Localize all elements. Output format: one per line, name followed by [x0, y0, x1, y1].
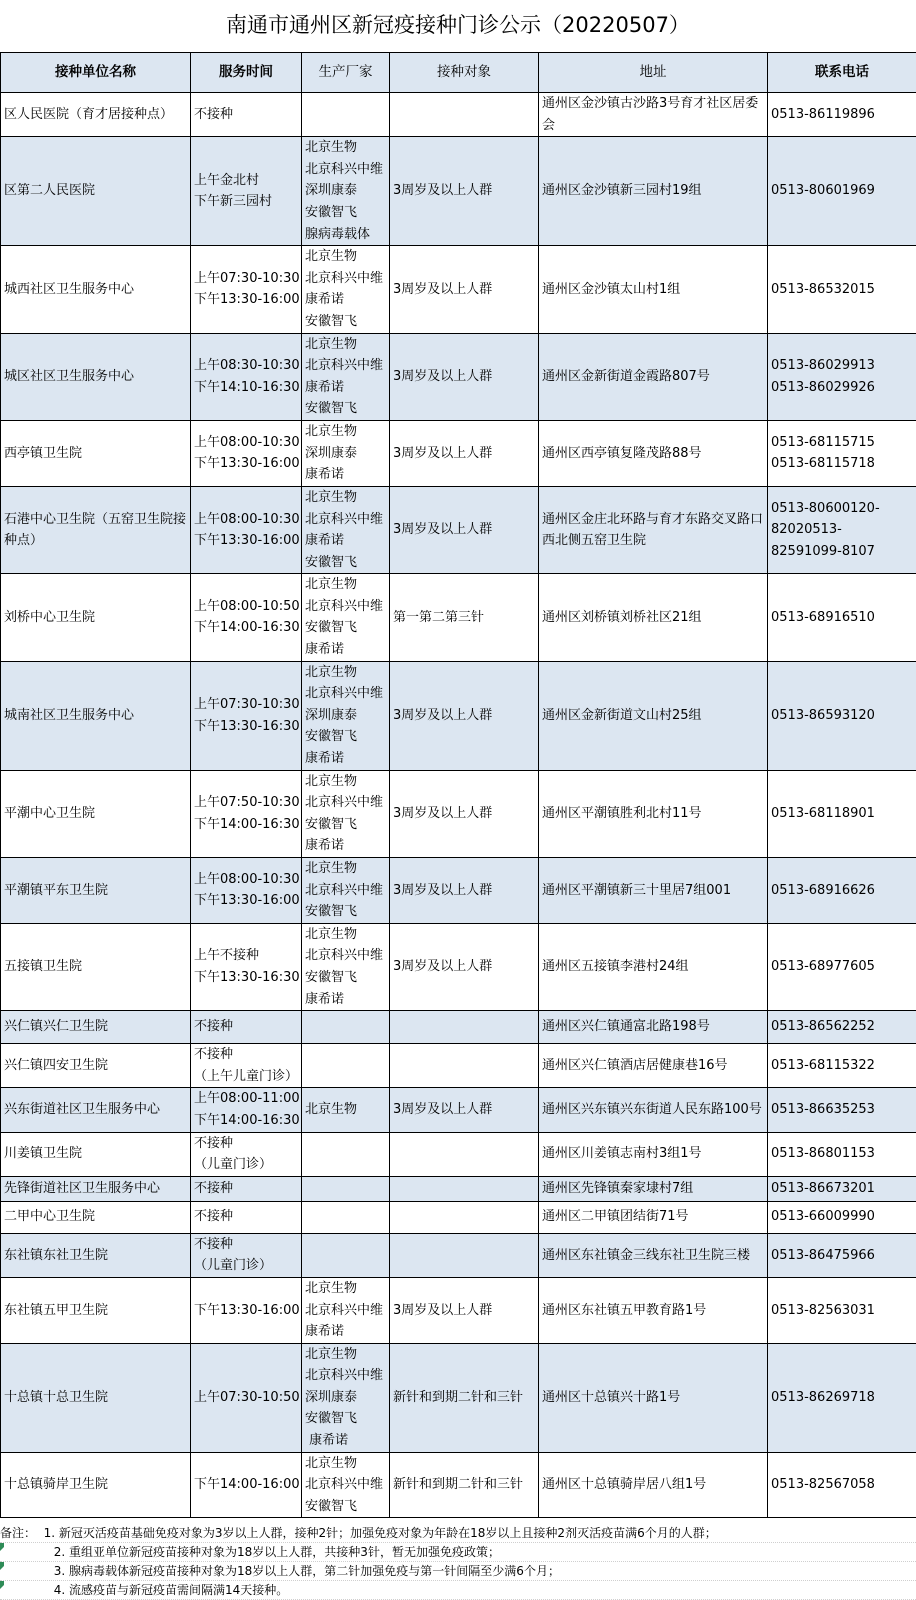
cell-unit-name: 城南社区卫生服务中心	[1, 661, 191, 770]
cell-manufacturer-line: 北京生物	[305, 1099, 389, 1121]
col-header-target: 接种对象	[390, 53, 539, 93]
cell-manufacturer-line: 北京科兴中维	[305, 1474, 389, 1496]
cell-phone	[768, 1233, 916, 1277]
cell-unit-name: 城区社区卫生服务中心	[1, 333, 191, 420]
cell-phone-line: 0513-68115322	[771, 1055, 916, 1077]
cell-target-group	[390, 1132, 539, 1176]
cell-manufacturer	[302, 486, 390, 573]
table-row	[1, 661, 916, 770]
cell-manufacturer-line: 康希诺	[305, 835, 389, 857]
cell-phone-line: 0513-68115718	[771, 453, 916, 475]
table-row	[1, 333, 916, 420]
cell-service-time	[191, 93, 302, 137]
cell-marker-icon	[0, 1543, 8, 1551]
cell-address: 通州区平潮镇新三十里居7组001	[539, 858, 768, 924]
cell-phone-line: 0513-86475966	[771, 1245, 916, 1267]
cell-phone-line: 0513-86673201	[771, 1178, 916, 1200]
table-row	[1, 1233, 916, 1277]
cell-phone-line: 82591099-8107	[771, 541, 916, 563]
cell-phone-line: 0513-80601969	[771, 180, 916, 202]
cell-manufacturer	[302, 1277, 390, 1343]
cell-unit-name: 兴仁镇四安卫生院	[1, 1044, 191, 1088]
cell-manufacturer-line: 北京科兴中维	[305, 683, 389, 705]
cell-manufacturer-line: 安徽智飞	[305, 1496, 389, 1518]
cell-unit-name: 十总镇骑岸卫生院	[1, 1452, 191, 1518]
cell-manufacturer-line: 深圳康泰	[305, 705, 389, 727]
cell-manufacturer-line: 北京科兴中维	[305, 355, 389, 377]
cell-phone	[768, 1044, 916, 1088]
cell-phone-line: 0513-82563031	[771, 1300, 916, 1322]
cell-phone-line: 0513-68115715	[771, 432, 916, 454]
cell-phone-line: 0513-86593120	[771, 705, 916, 727]
note-line	[0, 1524, 916, 1543]
cell-manufacturer-line: 北京生物	[305, 334, 389, 356]
cell-phone	[768, 923, 916, 1010]
cell-manufacturer	[302, 661, 390, 770]
cell-unit-name: 区人民医院（育才居接种点）	[1, 93, 191, 137]
cell-manufacturer	[302, 420, 390, 486]
cell-manufacturer	[302, 1452, 390, 1518]
cell-phone	[768, 93, 916, 137]
cell-service-time	[191, 923, 302, 1010]
cell-manufacturer-line: 北京生物	[305, 1453, 389, 1475]
note-text: 2. 重组亚单位新冠疫苗接种对象为18岁以上人群，共接种3针，暂无加强免疫政策；	[8, 1545, 500, 1559]
cell-phone-line: 0513-66009990	[771, 1206, 916, 1228]
cell-service-time	[191, 1233, 302, 1277]
cell-target-group: 3周岁及以上人群	[390, 333, 539, 420]
cell-address: 通州区五接镇李港村24组	[539, 923, 768, 1010]
cell-phone	[768, 1452, 916, 1518]
table-row	[1, 420, 916, 486]
cell-service-time-line: 下午13:30-16:30	[194, 967, 301, 989]
cell-phone-line: 0513-86635253	[771, 1099, 916, 1121]
cell-unit-name: 石港中心卫生院（五窑卫生院接种点）	[1, 486, 191, 573]
cell-service-time-line: 上午08:00-10:30	[194, 432, 301, 454]
cell-manufacturer-line: 北京科兴中维	[305, 268, 389, 290]
cell-phone-line: 0513-86801153	[771, 1143, 916, 1165]
cell-service-time	[191, 1132, 302, 1176]
cell-target-group: 3周岁及以上人群	[390, 923, 539, 1010]
cell-manufacturer-line: 北京科兴中维	[305, 880, 389, 902]
cell-target-group: 3周岁及以上人群	[390, 661, 539, 770]
col-header-address: 地址	[539, 53, 768, 93]
cell-manufacturer-line: 北京科兴中维	[305, 792, 389, 814]
cell-address: 通州区金新街道文山村25组	[539, 661, 768, 770]
cell-marker-icon	[0, 1562, 8, 1570]
cell-manufacturer	[302, 858, 390, 924]
cell-address: 通州区刘桥镇刘桥社区21组	[539, 574, 768, 661]
cell-target-group: 新针和到期二针和三针	[390, 1452, 539, 1518]
cell-unit-name: 刘桥中心卫生院	[1, 574, 191, 661]
cell-phone	[768, 1011, 916, 1044]
cell-manufacturer-line: 安徽智飞	[305, 901, 389, 923]
cell-target-group: 3周岁及以上人群	[390, 858, 539, 924]
cell-manufacturer	[302, 1044, 390, 1088]
cell-phone-line: 0513-86029913	[771, 355, 916, 377]
table-row	[1, 246, 916, 333]
cell-address: 通州区川姜镇志南村3组1号	[539, 1132, 768, 1176]
cell-service-time-line: 上午不接种	[194, 945, 301, 967]
cell-manufacturer-line: 北京生物	[305, 137, 389, 159]
cell-service-time-line: 下午14:00-16:00	[194, 1474, 301, 1496]
cell-target-group	[390, 1044, 539, 1088]
cell-manufacturer-line: 北京生物	[305, 421, 389, 443]
cell-manufacturer-line: 康希诺	[305, 464, 389, 486]
cell-unit-name: 十总镇十总卫生院	[1, 1343, 191, 1452]
cell-manufacturer-line: 北京生物	[305, 574, 389, 596]
cell-manufacturer-line: 安徽智飞	[305, 398, 389, 420]
cell-manufacturer	[302, 93, 390, 137]
cell-address: 通州区金庄北环路与育才东路交叉路口西北侧五窑卫生院	[539, 486, 768, 573]
cell-manufacturer-line: 康希诺	[305, 530, 389, 552]
cell-manufacturer-line: 安徽智飞	[305, 814, 389, 836]
cell-manufacturer	[302, 137, 390, 246]
cell-service-time-line: 不接种	[194, 1234, 301, 1256]
cell-phone	[768, 246, 916, 333]
cell-marker-icon	[0, 1581, 8, 1589]
cell-manufacturer-line: 康希诺	[305, 377, 389, 399]
cell-phone-line: 0513-68977605	[771, 956, 916, 978]
cell-target-group	[390, 1201, 539, 1233]
cell-manufacturer-line: 北京科兴中维	[305, 1300, 389, 1322]
col-header-time: 服务时间	[191, 53, 302, 93]
cell-phone	[768, 1343, 916, 1452]
cell-target-group: 3周岁及以上人群	[390, 770, 539, 857]
table-row	[1, 93, 916, 137]
cell-phone	[768, 858, 916, 924]
cell-service-time-line: 上午07:50-10:30	[194, 792, 301, 814]
cell-manufacturer-line: 北京科兴中维	[305, 945, 389, 967]
cell-service-time-line: 上午07:30-10:30	[194, 268, 301, 290]
cell-address: 通州区先锋镇秦家埭村7组	[539, 1176, 768, 1201]
cell-manufacturer-line: 北京生物	[305, 924, 389, 946]
table-row	[1, 574, 916, 661]
cell-address: 通州区东社镇金三线东社卫生院三楼	[539, 1233, 768, 1277]
cell-service-time	[191, 574, 302, 661]
cell-unit-name: 先锋街道社区卫生服务中心	[1, 1176, 191, 1201]
cell-address: 通州区兴仁镇通富北路198号	[539, 1011, 768, 1044]
note-text: 4. 流感疫苗与新冠疫苗需间隔满14天接种。	[8, 1583, 288, 1597]
cell-manufacturer	[302, 1088, 390, 1132]
cell-address: 通州区金沙镇太山村1组	[539, 246, 768, 333]
cell-service-time-line: 上午07:30-10:30	[194, 694, 301, 716]
page-title: 南通市通州区新冠疫接种门诊公示（20220507）	[0, 0, 916, 50]
cell-manufacturer-line: 北京生物	[305, 662, 389, 684]
cell-manufacturer-line: 康希诺	[305, 748, 389, 770]
cell-manufacturer-line: 康希诺	[305, 989, 389, 1011]
cell-service-time	[191, 858, 302, 924]
cell-manufacturer	[302, 1343, 390, 1452]
cell-service-time	[191, 486, 302, 573]
cell-manufacturer-line: 深圳康泰	[305, 443, 389, 465]
table-row	[1, 923, 916, 1010]
table-row	[1, 858, 916, 924]
cell-service-time-line: 下午13:30-16:00	[194, 289, 301, 311]
note-text: 备注： 1. 新冠灭活疫苗基础免疫对象为3岁以上人群，接种2针；加强免疫对象为年龄在18岁以上且接种2剂灭活疫苗满6个月的人群；	[0, 1526, 717, 1540]
cell-service-time	[191, 1343, 302, 1452]
cell-service-time	[191, 137, 302, 246]
cell-manufacturer	[302, 1132, 390, 1176]
cell-target-group	[390, 1233, 539, 1277]
cell-service-time	[191, 333, 302, 420]
cell-manufacturer-line: 康希诺	[305, 1321, 389, 1343]
cell-phone	[768, 1088, 916, 1132]
cell-phone	[768, 333, 916, 420]
cell-address: 通州区二甲镇团结街71号	[539, 1201, 768, 1233]
note-text: 3. 腺病毒载体新冠疫苗接种对象为18岁以上人群，第二针加强免疫与第一针间隔至少满6个月；	[8, 1564, 560, 1578]
cell-service-time	[191, 420, 302, 486]
cell-manufacturer-line: 安徽智飞	[305, 311, 389, 333]
cell-manufacturer	[302, 1176, 390, 1201]
cell-service-time-line: （上午儿童门诊）	[194, 1066, 301, 1088]
cell-phone-line: 0513-68916510	[771, 607, 916, 629]
cell-service-time-line: 下午14:10-16:30	[194, 377, 301, 399]
cell-manufacturer	[302, 1201, 390, 1233]
cell-service-time-line: 下午13:30-16:30	[194, 716, 301, 738]
cell-service-time-line: 下午13:30-16:00	[194, 890, 301, 912]
cell-unit-name: 平潮镇平东卫生院	[1, 858, 191, 924]
table-row	[1, 1011, 916, 1044]
cell-address: 通州区金新街道金霞路807号	[539, 333, 768, 420]
cell-service-time-line: 不接种	[194, 1133, 301, 1155]
cell-manufacturer-line: 北京生物	[305, 1344, 389, 1366]
cell-service-time-line: 下午14:00-16:30	[194, 617, 301, 639]
cell-address: 通州区金沙镇新三园村19组	[539, 137, 768, 246]
cell-phone	[768, 1176, 916, 1201]
cell-service-time	[191, 1277, 302, 1343]
cell-unit-name: 兴仁镇兴仁卫生院	[1, 1011, 191, 1044]
cell-target-group: 3周岁及以上人群	[390, 420, 539, 486]
cell-target-group: 3周岁及以上人群	[390, 246, 539, 333]
cell-service-time	[191, 246, 302, 333]
cell-manufacturer-line: 北京生物	[305, 1278, 389, 1300]
cell-service-time	[191, 1201, 302, 1233]
cell-manufacturer-line: 安徽智飞	[305, 967, 389, 989]
cell-manufacturer-line: 深圳康泰	[305, 180, 389, 202]
cell-service-time-line: 上午08:00-10:50	[194, 596, 301, 618]
cell-phone	[768, 661, 916, 770]
cell-manufacturer	[302, 246, 390, 333]
cell-service-time-line: 下午13:30-16:00	[194, 453, 301, 475]
col-header-name: 接种单位名称	[1, 53, 191, 93]
cell-service-time-line: 下午14:00-16:30	[194, 1110, 301, 1132]
cell-address: 通州区金沙镇古沙路3号育才社区居委会	[539, 93, 768, 137]
cell-manufacturer-line: 北京生物	[305, 246, 389, 268]
table-row	[1, 1176, 916, 1201]
cell-manufacturer	[302, 923, 390, 1010]
cell-service-time-line: （儿童门诊）	[194, 1154, 301, 1176]
cell-manufacturer-line: 北京生物	[305, 858, 389, 880]
cell-service-time-line: 不接种	[194, 1016, 301, 1038]
cell-service-time-line: （儿童门诊）	[194, 1255, 301, 1277]
col-header-maker: 生产厂家	[302, 53, 390, 93]
cell-service-time-line: 下午13:30-16:00	[194, 530, 301, 552]
cell-unit-name: 川姜镇卫生院	[1, 1132, 191, 1176]
cell-phone-line: 0513-82567058	[771, 1474, 916, 1496]
cell-phone	[768, 420, 916, 486]
table-row	[1, 1088, 916, 1132]
cell-service-time	[191, 1011, 302, 1044]
table-row	[1, 1277, 916, 1343]
cell-service-time-line: 上午07:30-10:50	[194, 1387, 301, 1409]
table-row	[1, 1343, 916, 1452]
cell-service-time-line: 上午金北村	[194, 170, 301, 192]
cell-target-group: 新针和到期二针和三针	[390, 1343, 539, 1452]
cell-phone-line: 0513-86532015	[771, 279, 916, 301]
cell-unit-name: 五接镇卫生院	[1, 923, 191, 1010]
cell-unit-name: 平潮中心卫生院	[1, 770, 191, 857]
cell-phone-line: 0513-86029926	[771, 377, 916, 399]
cell-phone-line: 0513-80600120-	[771, 498, 916, 520]
cell-manufacturer-line: 康希诺	[305, 289, 389, 311]
cell-phone-line: 0513-86562252	[771, 1016, 916, 1038]
col-header-phone: 联系电话	[768, 53, 916, 93]
cell-manufacturer-line: 安徽智飞	[305, 552, 389, 574]
cell-target-group: 3周岁及以上人群	[390, 1088, 539, 1132]
cell-manufacturer-line: 北京生物	[305, 487, 389, 509]
cell-phone	[768, 486, 916, 573]
cell-unit-name: 城西社区卫生服务中心	[1, 246, 191, 333]
cell-address: 通州区东社镇五甲教育路1号	[539, 1277, 768, 1343]
cell-manufacturer-line: 北京科兴中维	[305, 1365, 389, 1387]
cell-phone-line: 0513-86269718	[771, 1387, 916, 1409]
cell-service-time	[191, 1088, 302, 1132]
cell-phone-line: 82020513-	[771, 519, 916, 541]
cell-address: 通州区西亭镇复隆茂路88号	[539, 420, 768, 486]
cell-manufacturer-line: 康希诺	[305, 639, 389, 661]
clinic-table	[0, 52, 916, 1518]
cell-address: 通州区平潮镇胜利北村11号	[539, 770, 768, 857]
cell-manufacturer-line: 北京科兴中维	[305, 596, 389, 618]
cell-target-group: 3周岁及以上人群	[390, 1277, 539, 1343]
cell-service-time-line: 上午08:00-11:00	[194, 1088, 301, 1110]
cell-unit-name: 二甲中心卫生院	[1, 1201, 191, 1233]
cell-unit-name: 东社镇东社卫生院	[1, 1233, 191, 1277]
cell-address: 通州区兴东镇兴东街道人民东路100号	[539, 1088, 768, 1132]
cell-manufacturer-line: 安徽智飞	[305, 202, 389, 224]
cell-phone	[768, 1132, 916, 1176]
table-row	[1, 1044, 916, 1088]
cell-manufacturer	[302, 574, 390, 661]
cell-phone	[768, 770, 916, 857]
cell-service-time-line: 不接种	[194, 1206, 301, 1228]
cell-manufacturer	[302, 770, 390, 857]
cell-phone	[768, 1277, 916, 1343]
cell-service-time	[191, 1176, 302, 1201]
cell-service-time-line: 上午08:30-10:30	[194, 355, 301, 377]
cell-manufacturer-line: 北京科兴中维	[305, 159, 389, 181]
cell-phone-line: 0513-68118901	[771, 803, 916, 825]
cell-service-time-line: 不接种	[194, 104, 301, 126]
table-row	[1, 1132, 916, 1176]
cell-target-group: 3周岁及以上人群	[390, 137, 539, 246]
cell-phone	[768, 1201, 916, 1233]
cell-service-time	[191, 770, 302, 857]
cell-target-group: 第一第二第三针	[390, 574, 539, 661]
cell-target-group	[390, 93, 539, 137]
table-row	[1, 1452, 916, 1518]
cell-manufacturer-line: 腺病毒载体	[305, 224, 389, 246]
cell-manufacturer-line: 北京科兴中维	[305, 509, 389, 531]
cell-address: 通州区兴仁镇酒店居健康巷16号	[539, 1044, 768, 1088]
cell-service-time	[191, 1452, 302, 1518]
cell-service-time-line: 下午新三园村	[194, 191, 301, 213]
cell-service-time-line: 下午14:00-16:30	[194, 814, 301, 836]
cell-unit-name: 东社镇五甲卫生院	[1, 1277, 191, 1343]
cell-service-time-line: 上午08:00-10:30	[194, 509, 301, 531]
table-row	[1, 1201, 916, 1233]
cell-service-time-line: 下午13:30-16:00	[194, 1300, 301, 1322]
note-line	[0, 1562, 916, 1581]
table-row	[1, 486, 916, 573]
cell-unit-name: 区第二人民医院	[1, 137, 191, 246]
cell-manufacturer	[302, 1011, 390, 1044]
cell-phone	[768, 137, 916, 246]
cell-target-group	[390, 1176, 539, 1201]
cell-service-time-line: 不接种	[194, 1044, 301, 1066]
cell-manufacturer-line: 安徽智飞	[305, 726, 389, 748]
cell-manufacturer-line: 康希诺	[305, 1430, 389, 1452]
cell-manufacturer-line: 深圳康泰	[305, 1387, 389, 1409]
cell-unit-name: 西亭镇卫生院	[1, 420, 191, 486]
note-line	[0, 1543, 916, 1562]
note-line	[0, 1581, 916, 1600]
table-body	[1, 93, 916, 1518]
cell-service-time	[191, 1044, 302, 1088]
cell-service-time	[191, 661, 302, 770]
cell-target-group: 3周岁及以上人群	[390, 486, 539, 573]
notes-section	[0, 1524, 916, 1600]
cell-phone-line: 0513-86119896	[771, 104, 916, 126]
header-row	[1, 53, 916, 93]
cell-phone	[768, 574, 916, 661]
cell-manufacturer	[302, 1233, 390, 1277]
cell-address: 通州区十总镇兴十路1号	[539, 1343, 768, 1452]
cell-manufacturer-line: 安徽智飞	[305, 1408, 389, 1430]
cell-manufacturer	[302, 333, 390, 420]
table-row	[1, 770, 916, 857]
cell-service-time-line: 上午08:00-10:30	[194, 869, 301, 891]
cell-unit-name: 兴东街道社区卫生服务中心	[1, 1088, 191, 1132]
cell-phone-line: 0513-68916626	[771, 880, 916, 902]
cell-manufacturer-line: 北京生物	[305, 771, 389, 793]
cell-target-group	[390, 1011, 539, 1044]
table-row	[1, 137, 916, 246]
cell-address: 通州区十总镇骑岸居八组1号	[539, 1452, 768, 1518]
cell-manufacturer-line: 安徽智飞	[305, 617, 389, 639]
cell-service-time-line: 不接种	[194, 1178, 301, 1200]
